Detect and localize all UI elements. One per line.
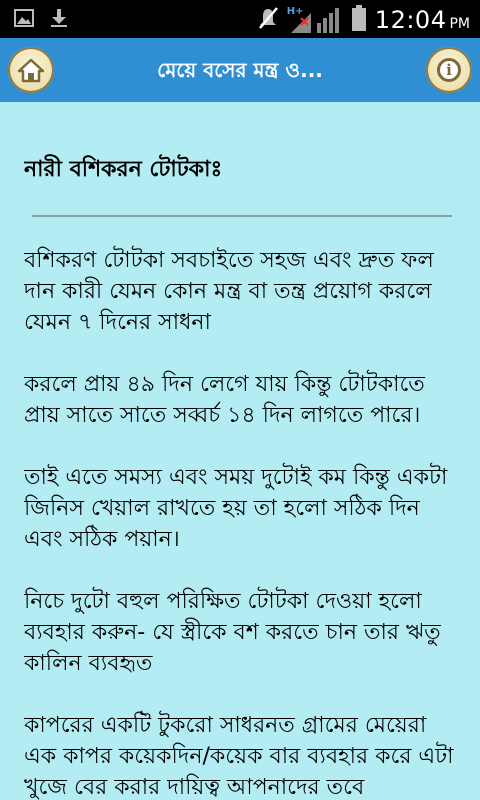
home-button[interactable]	[8, 47, 54, 93]
signal-icon	[287, 6, 343, 34]
article-paragraph: কাপরের একটি টুকরো সাধরনত গ্রামের মেয়েরা এক কাপর কয়েকদিন/কয়েক বার ব্যবহার করে এটা খুজে বের করার দায়িত্ব আপনাদের তবে	[24, 713, 454, 800]
app-bar	[0, 38, 480, 102]
app-title: মেয়ে বসের মন্ত্র ও...	[157, 58, 323, 82]
article-paragraph: নিচে দুটো বহুল পরিক্ষিত টোটকা দেওয়া হলো ব্যবহার করুন- যে স্ত্রীকে বশ করতে চান তার ঋতু কালিন ব্যবহৃত	[24, 589, 441, 676]
battery-icon	[351, 4, 367, 36]
clock-ampm: PM	[449, 16, 470, 32]
mute-icon	[257, 6, 279, 34]
info-icon	[437, 58, 461, 82]
clock-time: 12:04	[374, 6, 447, 34]
article-paragraph: তাই এতে সমস্য এবং সময় দুটোই কম কিন্তু একটা জিনিস খেয়াল রাখতে হয় তা হলো সঠিক দিন এবং সঠিক পয়ান।	[24, 465, 448, 552]
status-bar	[0, 0, 480, 38]
info-glyph: i	[446, 60, 452, 79]
article-paragraph: বশিকরণ টোটকা সবচাইতে সহজ এবং দ্রুত ফল দান কারী যেমন কোন মন্ত্র বা তন্ত্র প্রয়োগ করলে যেমন ৭ দিনের সাধনা	[24, 248, 434, 335]
home-icon	[17, 57, 45, 83]
heading-divider	[32, 215, 452, 217]
article-heading: নারী বশিকরন টোটকাঃ	[24, 157, 223, 182]
network-type: H+	[286, 6, 304, 17]
info-button[interactable]	[426, 47, 472, 93]
article-paragraph: করলে প্রায় ৪৯ দিন লেগে যায় কিন্তু টোটকাতে প্রায় সাতে সাতে সব্বর্চ ১৪ দিন লাগতে পারে।	[24, 372, 425, 428]
clock	[375, 6, 470, 34]
article-content[interactable]	[24, 102, 456, 800]
image-icon	[14, 9, 34, 31]
download-icon	[50, 8, 68, 32]
